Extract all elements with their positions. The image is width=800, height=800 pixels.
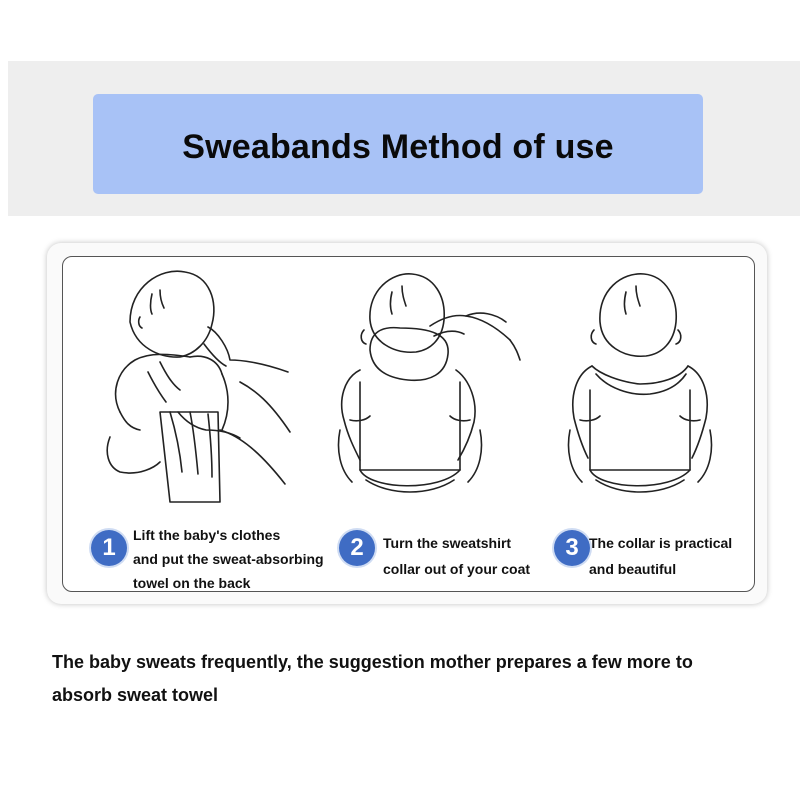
step-3-badge: 3 — [554, 530, 590, 566]
step-1-badge: 1 — [91, 530, 127, 566]
step-3-line-1: The collar is practical — [589, 535, 733, 551]
step-2-badge: 2 — [339, 530, 375, 566]
usage-note-line-1: The baby sweats frequently, the suggestion mother prepares a few more to — [52, 652, 693, 672]
baby-step3-illustration — [560, 270, 730, 510]
step-3-line-2: and beautiful — [589, 561, 677, 577]
baby-step1-illustration — [100, 262, 300, 512]
title-banner — [93, 94, 703, 194]
usage-note — [52, 646, 772, 712]
step-1-line-2: and put the sweat-absorbing — [133, 551, 324, 567]
page-title: Sweabands Method of use — [182, 127, 614, 166]
step-1-line-1: Lift the baby's clothes — [133, 527, 281, 543]
step-1-line-3: towel on the back — [133, 575, 251, 591]
step-2-line-1: Turn the sweatshirt — [383, 535, 512, 551]
baby-step2-illustration — [330, 270, 530, 510]
usage-note-line-2: absorb sweat towel — [52, 685, 219, 705]
step-2-line-2: collar out of your coat — [383, 561, 531, 577]
